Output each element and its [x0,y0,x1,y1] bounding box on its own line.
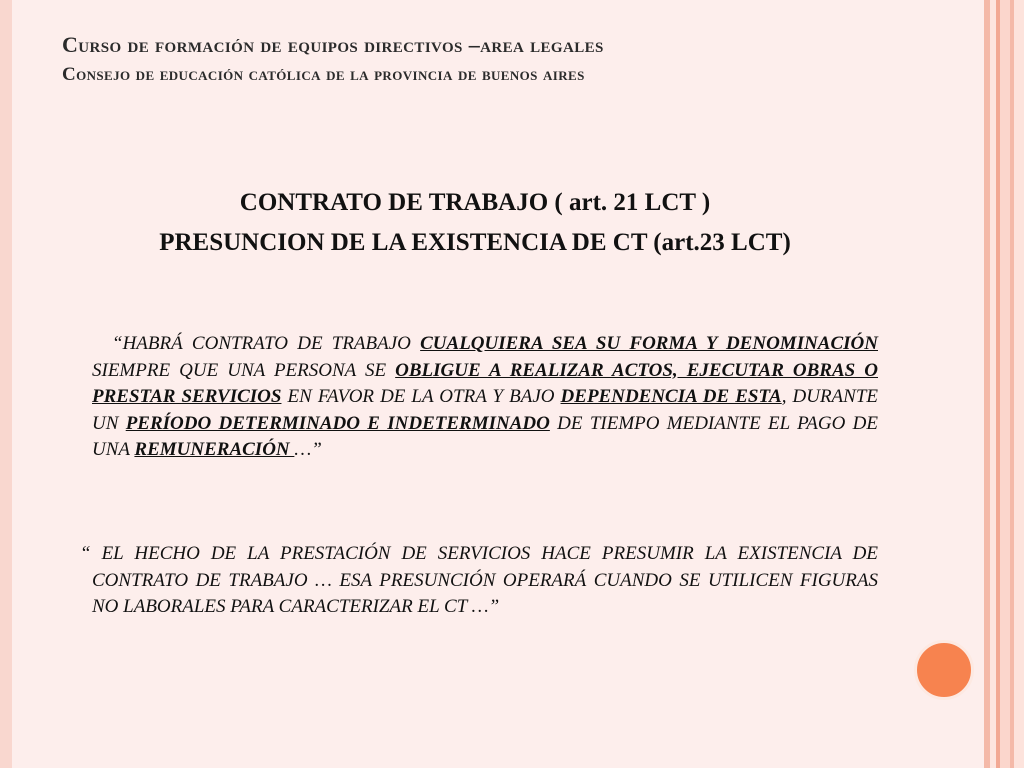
title-presuncion: PRESUNCION DE LA EXISTENCIA DE CT (art.23 LCT) [159,229,791,256]
header-council-title: Consejo de educación católica de la provincia de buenos aires [62,64,585,85]
quote-text: DE TIEMPO MEDIANTE EL PAGO DE UNA [92,412,878,460]
quote-emphasis: OBLIGUE A REALIZAR ACTOS, EJECUTAR OBRAS O PRESTAR SERVICIOS [92,359,878,407]
title-contrato: CONTRATO DE TRABAJO ( art. 21 LCT ) [239,189,711,216]
decor-stripe [1000,0,1010,768]
quote-text: EN FAVOR DE LA OTRA Y BAJO [281,386,561,407]
quote-emphasis: REMUNERACIÓN [134,439,295,460]
slide-titles [40,183,910,263]
quote-emphasis: DEPENDENCIA DE ESTA [560,386,782,407]
quote-emphasis: CUALQUIERA SEA SU FORMA Y DENOMINACIÓN [420,333,878,354]
quote-emphasis: PERÍODO DETERMINADO E INDETERMINADO [125,412,550,434]
quote-art23: “ EL HECHO DE LA PRESTACIÓN DE SERVICIOS HACE PRESUMIR LA EXISTENCIA DE CONTRATO DE TRABAJO … ESA PRESUNCIÓN OPERARÁ CUANDO SE UTILICEN FIGURAS NO LABORALES PARA CARACTERIZAR EL CT …” [80,543,878,617]
slide-header [62,30,604,90]
decor-stripe [1014,0,1024,768]
header-course-title: Curso de formación de equipos directivos –area legales [62,32,604,57]
quote-text: , DURANTE UN [92,386,878,434]
quote-text: …” [294,439,322,460]
quote-text: “HABRÁ CONTRATO DE TRABAJO [112,333,421,354]
quote-art21 [92,331,878,464]
quote-text: SIEMPRE QUE UNA PERSONA SE [92,359,396,381]
accent-dot [914,640,974,700]
